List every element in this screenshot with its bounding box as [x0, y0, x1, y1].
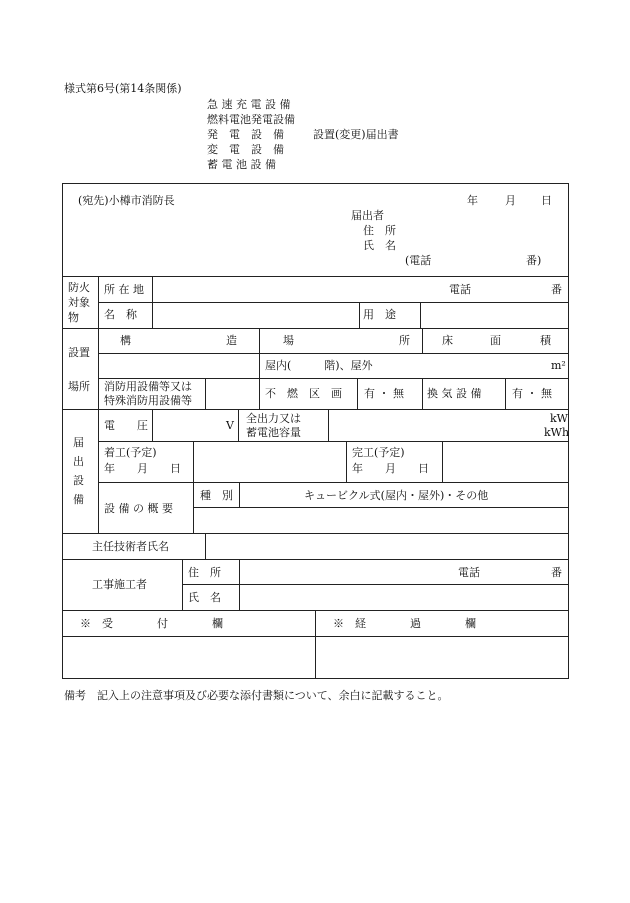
equipment-label-2: 出 [73, 455, 84, 468]
install-label-bottom: 場所 [68, 380, 90, 393]
ventilation-label: 換 気 設 備 [427, 387, 482, 400]
form-title-suffix: 設置(変更)届出書 [313, 128, 399, 141]
notifier-address-label: 住 所 [363, 224, 396, 237]
kwh-unit: kWh [544, 426, 570, 439]
notifier-phone-open: (電話 [405, 254, 432, 267]
date-year: 年 [467, 194, 478, 207]
fire-target-label-1: 防火 [68, 281, 90, 294]
date-day: 日 [541, 194, 552, 207]
fire-target-label-3: 物 [68, 311, 79, 324]
floor-area-label-c: 積 [540, 334, 551, 347]
start-label: 着工(予定) [104, 446, 157, 459]
progress-column-label: ※ 経 過 欄 [333, 617, 476, 630]
fire-equipment-label-1: 消防用設備等又は [104, 380, 192, 393]
indoor-outdoor-label: 屋内( 階)、屋外 [265, 359, 373, 372]
output-label-1: 全出力又は [246, 412, 301, 425]
notifier-label: 届出者 [351, 209, 384, 222]
structure-label-a: 構 [120, 334, 131, 347]
structure-label-b: 造 [226, 334, 237, 347]
chief-engineer-label: 主任技術者氏名 [92, 540, 169, 553]
ventilation-choice: 有 ・ 無 [512, 387, 552, 400]
remarks-note: 備考 記入上の注意事項及び必要な添付書類について、余白に記載すること。 [64, 689, 449, 702]
fire-target-label-2: 対象 [68, 296, 90, 309]
volt-unit: V [226, 419, 234, 432]
phone-label: 電話 [449, 283, 471, 296]
date-month: 月 [505, 194, 516, 207]
equipment-label-4: 備 [73, 493, 84, 506]
overview-label: 設 備 の 概 要 [104, 502, 173, 515]
contractor-number-suffix: 番 [551, 566, 562, 579]
use-label: 用 途 [363, 308, 396, 321]
equipment-type-5: 蓄 電 池 設 備 [207, 158, 276, 171]
notifier-phone-close: 番) [526, 254, 542, 267]
equipment-type-2: 燃料電池発電設備 [207, 113, 295, 126]
contractor-name-label: 氏 名 [188, 591, 221, 604]
contractor-phone-label: 電話 [458, 566, 480, 579]
place-label-b: 所 [399, 334, 410, 347]
phone-number-suffix: 番 [551, 283, 562, 296]
type-label: 種 別 [200, 489, 233, 502]
end-date: 年 月 日 [352, 462, 429, 475]
kw-unit: kW [550, 412, 568, 425]
start-date: 年 月 日 [104, 462, 181, 475]
addressee: (宛先)小樽市消防長 [78, 194, 175, 207]
location-label: 所 在 地 [104, 283, 144, 296]
fire-equipment-label-2: 特殊消防用設備等 [104, 394, 192, 407]
contractor-label: 工事施工者 [92, 578, 147, 591]
end-label: 完工(予定) [352, 446, 405, 459]
equipment-label-1: 届 [73, 436, 84, 449]
form-number: 様式第6号(第14条関係) [64, 82, 182, 95]
floor-area-label-b: 面 [490, 334, 501, 347]
fireproof-zone-choice: 有 ・ 無 [364, 387, 404, 400]
place-label-a: 場 [283, 334, 294, 347]
contractor-address-label: 住 所 [188, 566, 221, 579]
output-label-2: 蓄電池容量 [246, 426, 301, 439]
fireproof-zone-label: 不 燃 区 画 [265, 387, 342, 400]
receipt-column-label: ※ 受 付 欄 [80, 617, 223, 630]
equipment-type-3: 発 電 設 備 [207, 128, 284, 141]
floor-area-label-a: 床 [442, 334, 453, 347]
equipment-type-4: 変 電 設 備 [207, 143, 284, 156]
notifier-name-label: 氏 名 [363, 239, 396, 252]
install-label-top: 設置 [68, 346, 90, 359]
square-meter-unit: m² [551, 359, 566, 372]
voltage-label: 電 圧 [104, 419, 148, 432]
name-label: 名 称 [104, 308, 137, 321]
equipment-label-3: 設 [73, 474, 84, 487]
type-value: キュービクル式(屋内・屋外)・その他 [304, 489, 489, 502]
equipment-type-1: 急 速 充 電 設 備 [207, 98, 291, 111]
